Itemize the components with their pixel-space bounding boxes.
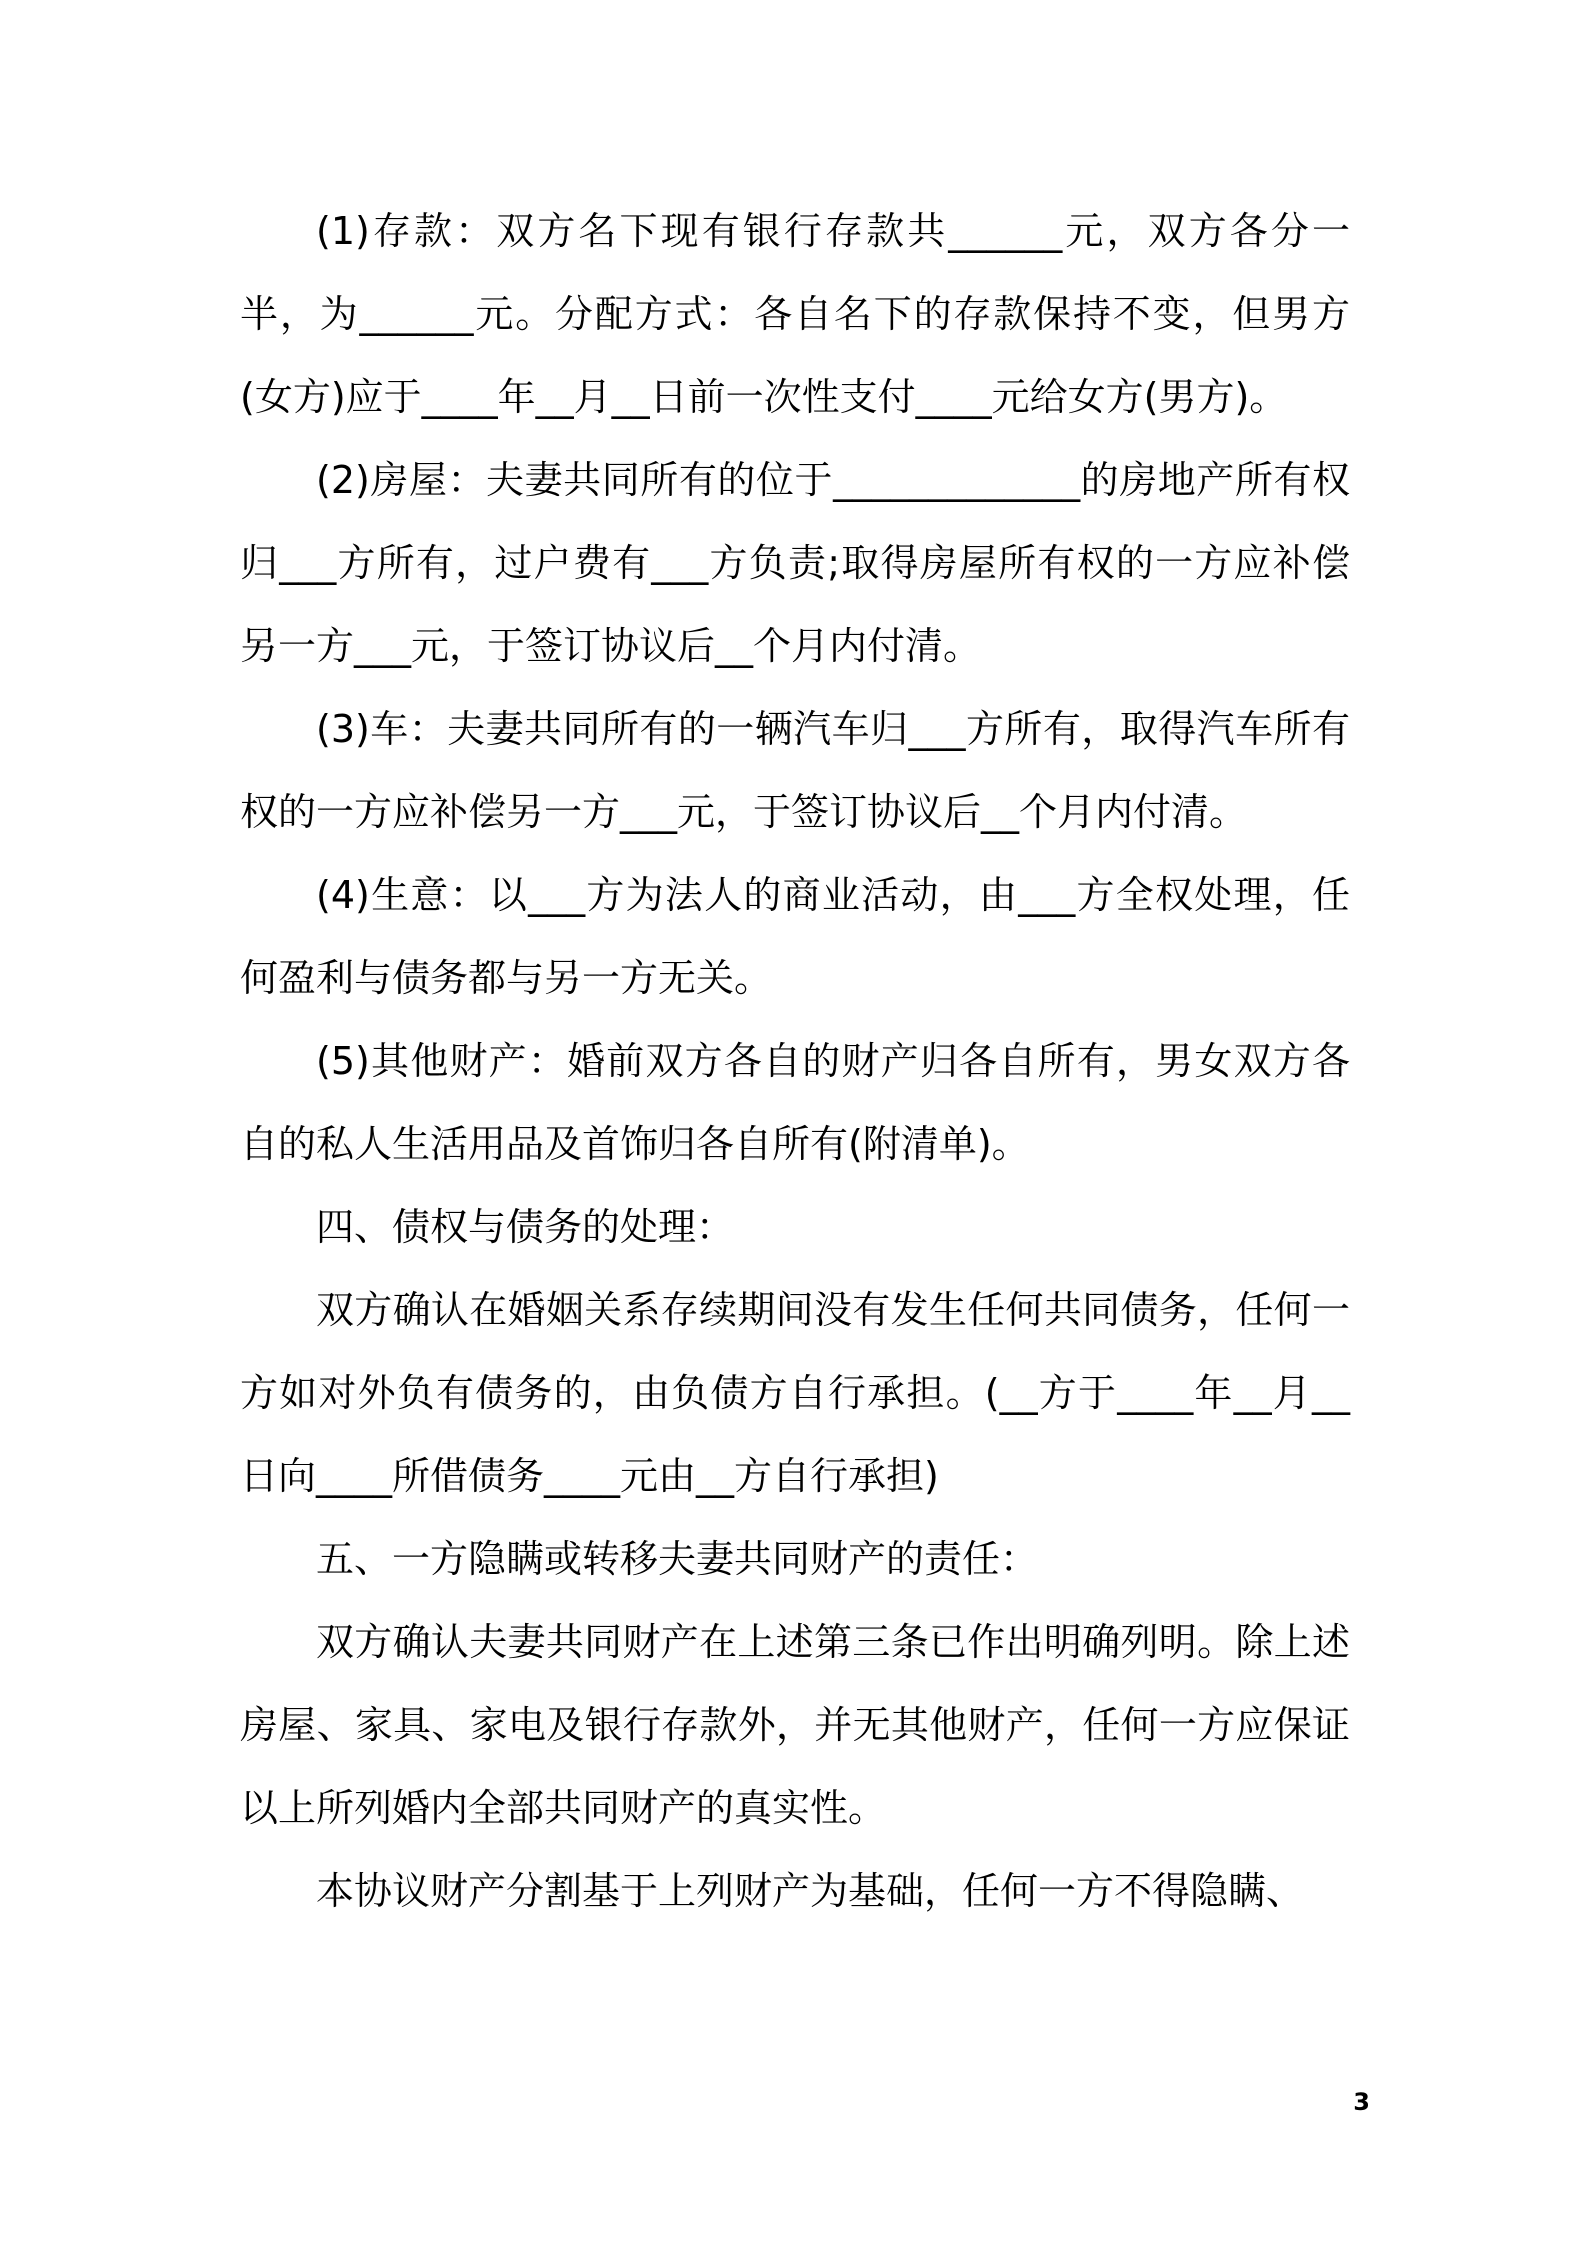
page-number: 3 (1353, 2088, 1370, 2116)
paragraph-business: (4)生意：以___方为法人的商业活动，由___方全权处理，任何盈利与债务都与另一方无关。 (240, 873, 1350, 1000)
paragraph-debts: 双方确认在婚姻关系存续期间没有发生任何共同债务，任何一方如对外负有债务的，由负债方自行承担。(__方于____年__月__日向____所借债务____元由__方自行承担) (240, 1288, 1350, 1498)
document-body (240, 190, 1350, 1933)
paragraph-car: (3)车：夫妻共同所有的一辆汽车归___方所有，取得汽车所有权的一方应补偿另一方___元，于签订协议后__个月内付清。 (240, 707, 1350, 834)
paragraph-house: (2)房屋：夫妻共同所有的位于_____________的房地产所有权归___方所有，过户费有___方负责;取得房屋所有权的一方应补偿另一方___元，于签订协议后__个月内付清。 (240, 458, 1350, 668)
paragraph-other-property: (5)其他财产：婚前双方各自的财产归各自所有，男女双方各自的私人生活用品及首饰归各自所有(附清单)。 (240, 1039, 1350, 1166)
section-heading-concealment: 五、一方隐瞒或转移夫妻共同财产的责任： (316, 1537, 1039, 1581)
paragraph-property-confirmation: 双方确认夫妻共同财产在上述第三条已作出明确列明。除上述房屋、家具、家电及银行存款外，并无其他财产，任何一方应保证以上所列婚内全部共同财产的真实性。 (240, 1620, 1350, 1830)
paragraph-deposits: (1)存款：双方名下现有银行存款共______元，双方各分一半，为______元。分配方式：各自名下的存款保持不变，但男方(女方)应于____年__月__日前一次性支付____元给女方(男方)。 (240, 209, 1350, 419)
section-heading-debts: 四、债权与债务的处理： (316, 1205, 735, 1249)
paragraph-property-division: 本协议财产分割基于上列财产为基础，任何一方不得隐瞒、 (316, 1869, 1305, 1913)
